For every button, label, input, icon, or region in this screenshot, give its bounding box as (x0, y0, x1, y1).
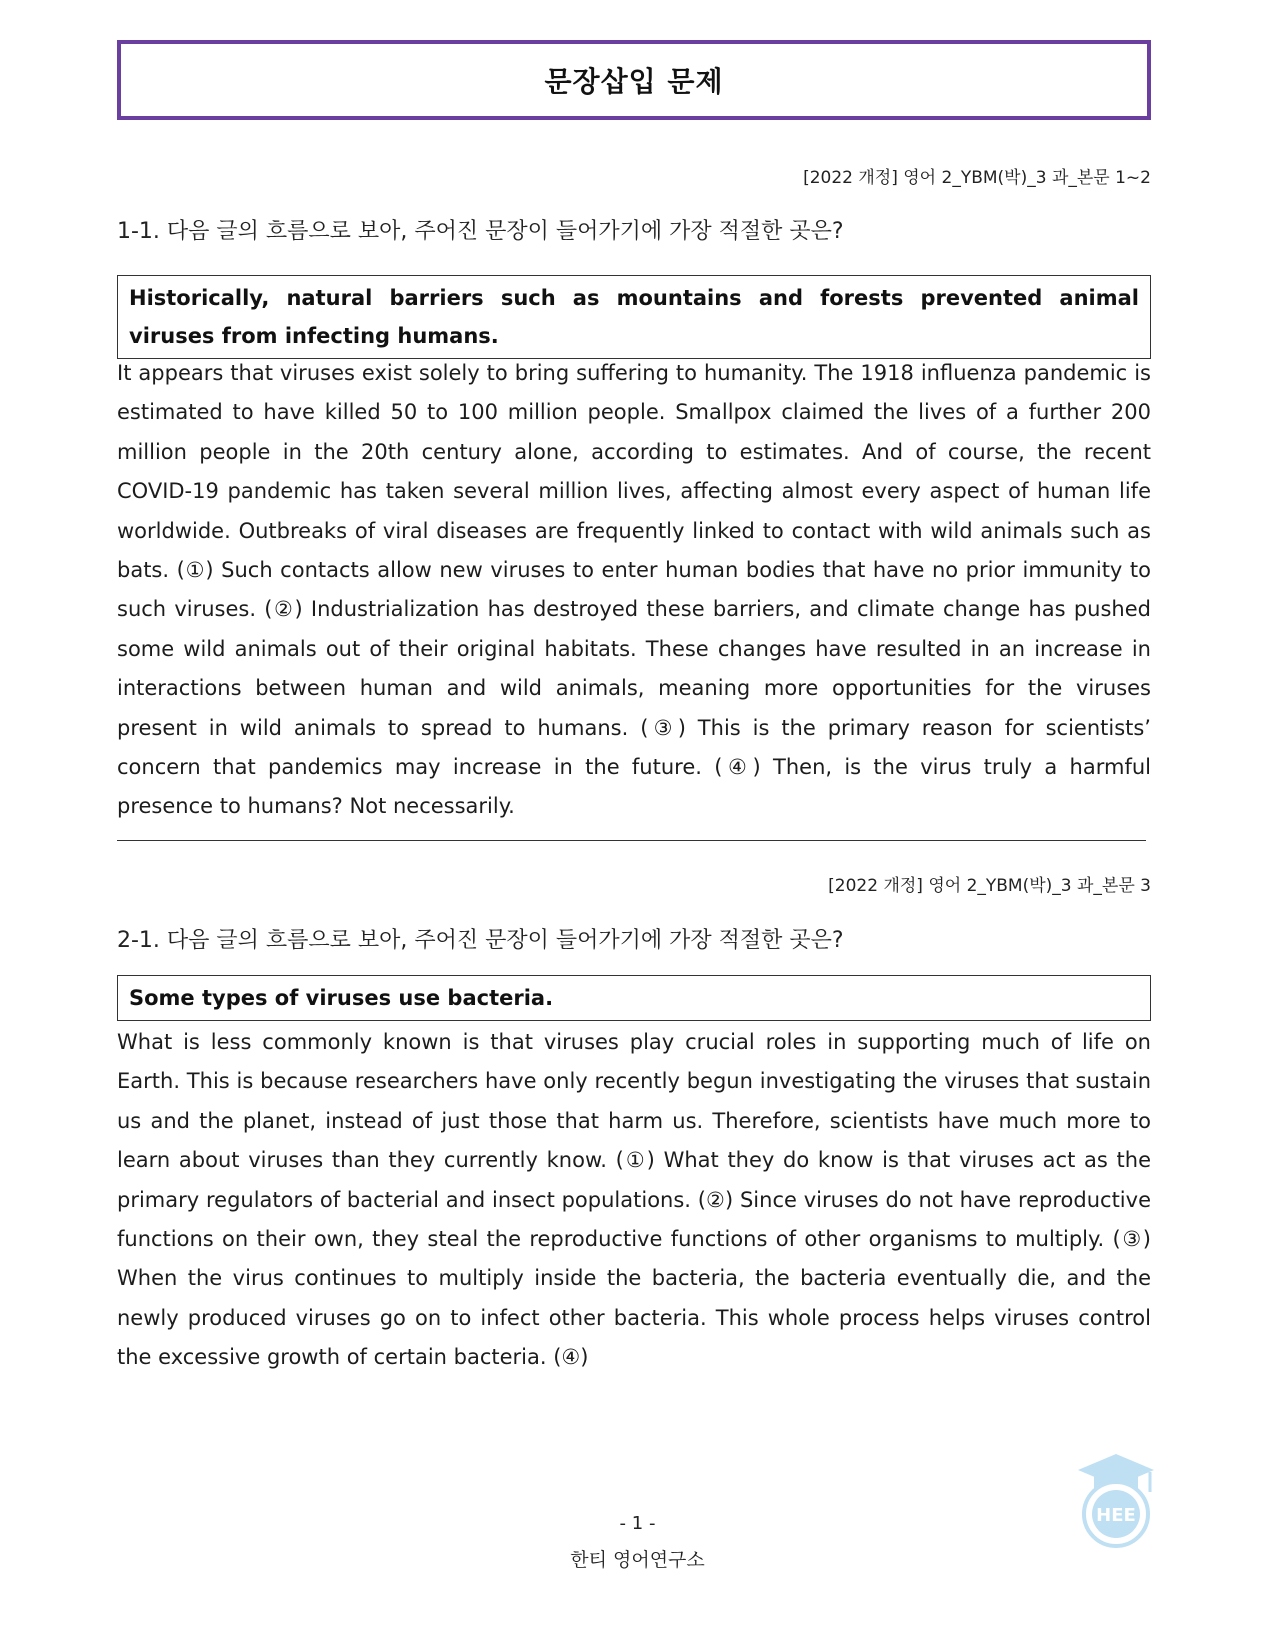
given-sentence-box: Historically, natural barriers such as mountains and forests prevented animal viruses from infecting humans. (117, 275, 1151, 359)
given-sentence-box: Some types of viruses use bacteria. (117, 975, 1151, 1021)
title-box (117, 40, 1151, 120)
page-number: - 1 - (619, 1513, 656, 1534)
footer-organization: 한티 영어연구소 (570, 1549, 705, 1571)
source-label: [2022 개정] 영어 2_YBM(박)_3 과_본문 1~2 (803, 168, 1151, 188)
page-title: 문장삽입 문제 (544, 65, 724, 98)
passage-text: It appears that viruses exist solely to bring suffering to humanity. The 1918 influenza pandemic is estimated to have killed 50 to 100 million people. Smallpox claimed the lives of a further 200 million people in the 20th century alone, according to estimates. And of course, the recent COVID-19 pandemic has taken several million lives, affecting almost every aspect of human life worldwide. Outbreaks of viral diseases are frequently linked to contact with wild animals such as bats. (①) Such contacts allow new viruses to enter human bodies that have no prior immunity to such viruses. (②) Industrialization has destroyed these barriers, and climate change has pushed some wild animals out of their original habitats. These changes have resulted in an increase in interactions between human and wild animals, meaning more opportunities for the viruses present in wild animals to spread to humans. (③) This is the primary reason for scientists’ concern that pandemics may increase in the future. (④) Then, is the virus truly a harmful presence to humans? Not necessarily. (117, 361, 1151, 819)
question-prompt: 1-1. 다음 글의 흐름으로 보아, 주어진 문장이 들어가기에 가장 적절한 곳은? (117, 219, 844, 244)
hee-logo-icon (1074, 1448, 1158, 1548)
logo-text: HEE (1096, 1505, 1136, 1526)
section-divider (117, 840, 1146, 841)
question-prompt: 2-1. 다음 글의 흐름으로 보아, 주어진 문장이 들어가기에 가장 적절한 곳은? (117, 928, 844, 953)
source-label: [2022 개정] 영어 2_YBM(박)_3 과_본문 3 (828, 876, 1151, 896)
passage-text: What is less commonly known is that viruses play crucial roles in supporting much of life on Earth. This is because researchers have only recently begun investigating the viruses that sustain us and the planet, instead of just those that harm us. Therefore, scientists have much more to learn about viruses than they currently know. (①) What they do know is that viruses act as the primary regulators of bacterial and insect populations. (②) Since viruses do not have reproductive functions on their own, they steal the reproductive functions of other organisms to multiply. (③) When the virus continues to multiply inside the bacteria, the bacteria eventually die, and the newly produced viruses go on to infect other bacteria. This whole process helps viruses control the excessive growth of certain bacteria. (④) (117, 1030, 1151, 1370)
